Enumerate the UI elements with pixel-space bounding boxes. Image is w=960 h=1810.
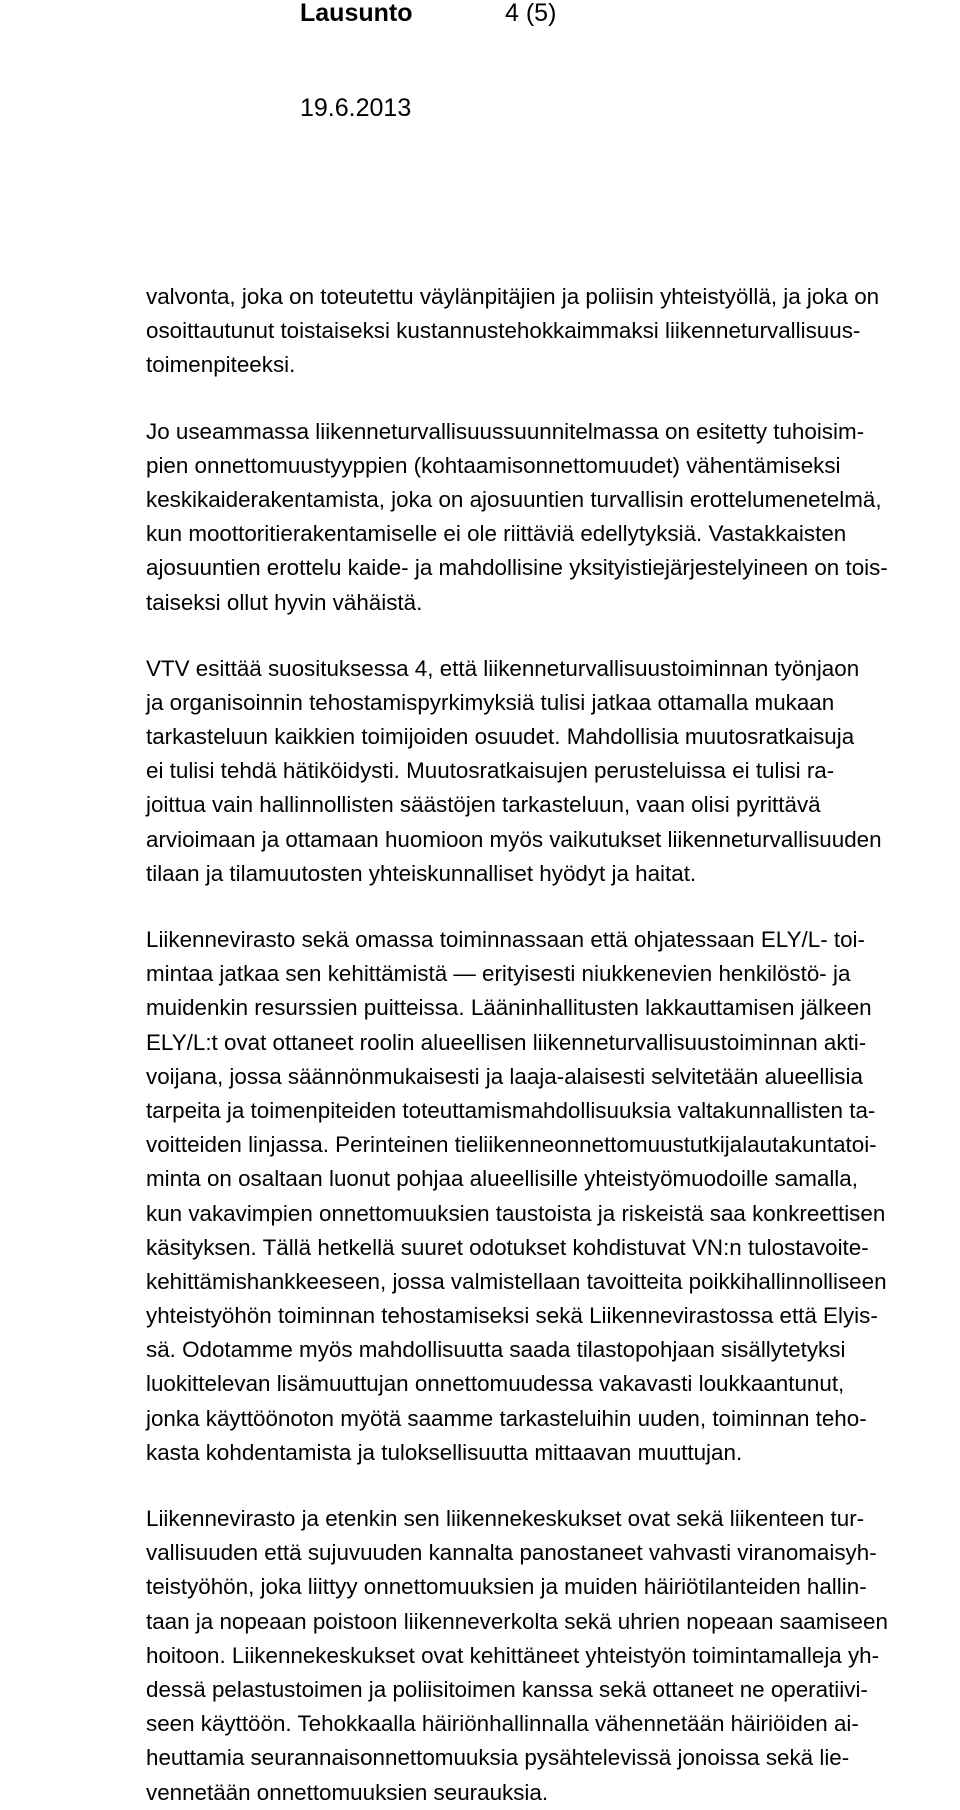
paragraph xyxy=(146,1502,888,1810)
paragraph-line: toimenpiteeksi. xyxy=(146,352,296,378)
paragraph-line: ja organisoinnin tehostamispyrkimyksiä tulisi jatkaa ottamalla mukaan xyxy=(146,689,835,715)
paragraph-line: arvioimaan ja ottamaan huomioon myös vaikutukset liikenneturvallisuuden xyxy=(146,826,882,852)
paragraph-line: kasta kohdentamista ja tuloksellisuutta mittaavan muuttujan. xyxy=(146,1439,743,1465)
paragraph-line: kun moottoritierakentamiselle ei ole riittäviä edellytyksiä. Vastakkaisten xyxy=(146,521,847,547)
document-date: 19.6.2013 xyxy=(300,94,412,122)
paragraph-line: tarpeita ja toimenpiteiden toteuttamismahdollisuuksia valtakunnallisten ta- xyxy=(146,1097,876,1123)
paragraph-line: Jo useammassa liikenneturvallisuussuunnitelmassa on esitetty tuhoisim- xyxy=(146,418,865,444)
paragraph-line: kehittämishankkeeseen, jossa valmistellaan tavoitteita poikkihallinnolliseen xyxy=(146,1268,887,1294)
paragraph-line: osoittautunut toistaiseksi kustannustehokkaimmaksi liikenneturvallisuus- xyxy=(146,318,861,344)
paragraph-line: käsityksen. Tällä hetkellä suuret odotukset kohdistuvat VN:n tulostavoite- xyxy=(146,1234,869,1260)
paragraph-line: jonka käyttöönoton myötä saamme tarkasteluihin uuden, toiminnan teho- xyxy=(146,1405,867,1431)
paragraph-line: voitteiden linjassa. Perinteinen tieliikenneonnettomuustutkijalautakuntatoi- xyxy=(146,1132,877,1158)
paragraph-line: minta on osaltaan luonut pohjaa alueellisille yhteistyömuodoille samalla, xyxy=(146,1166,858,1192)
paragraph-line: tarkasteluun kaikkien toimijoiden osuudet. Mahdollisia muutosratkaisuja xyxy=(146,724,855,750)
paragraph-line: Liikennevirasto sekä omassa toiminnassaan että ohjatessaan ELY/L- toi- xyxy=(146,927,865,952)
paragraph-line: pien onnettomuustyyppien (kohtaamisonnettomuudet) vähentämiseksi xyxy=(146,452,841,478)
page-number: 4 (5) xyxy=(505,0,557,27)
paragraph-line: heuttamia seurannaisonnettomuuksia pysähtelevissä jonoissa sekä lie- xyxy=(146,1745,850,1771)
paragraph-line: voijana, jossa säännönmukaisesti ja laaja-alaisesti selvitetään alueellisia xyxy=(146,1063,863,1089)
paragraph-line: taiseksi ollut hyvin vähäistä. xyxy=(146,589,423,615)
paragraph-line: ELY/L:t ovat ottaneet roolin alueellisen liikenneturvallisuustoiminnan akti- xyxy=(146,1029,867,1055)
paragraph xyxy=(146,923,887,1470)
paragraph-line: VTV esittää suosituksessa 4, että liikenneturvallisuustoiminnan työnjaon xyxy=(146,655,860,681)
paragraph-line: keskikaiderakentamista, joka on ajosuuntien turvallisin erottelumenetelmä, xyxy=(146,486,882,512)
paragraph-line: luokittelevan lisämuuttujan onnettomuudessa vakavasti loukkaantunut, xyxy=(146,1371,845,1397)
paragraph-line: hoitoon. Liikennekeskukset ovat kehittäneet yhteistyön toimintamalleja yh- xyxy=(146,1642,880,1668)
paragraph-line: teistyöhön, joka liittyy onnettomuuksien ja muiden häiriötilanteiden hallin- xyxy=(146,1574,867,1600)
document-body xyxy=(146,280,888,1810)
paragraph-line: kun vakavimpien onnettomuuksien taustoista ja riskeistä saa konkreettisen xyxy=(146,1200,886,1226)
paragraph-line: sä. Odotamme myös mahdollisuutta saada tilastopohjaan sisällytetyksi xyxy=(146,1337,846,1363)
paragraph-line: taan ja nopeaan poistoon liikenneverkolta sekä uhrien nopeaan saamiseen xyxy=(146,1608,888,1634)
paragraph-line: ajosuuntien erottelu kaide- ja mahdollisine yksityistiejärjestelyineen on tois- xyxy=(146,555,888,581)
paragraph xyxy=(146,280,880,383)
paragraph-line: dessä pelastustoimen ja poliisitoimen kanssa sekä ottaneet ne operatiivi- xyxy=(146,1676,868,1702)
paragraph-line: mintaa jatkaa sen kehittämistä — erityisesti niukkenevien henkilöstö- ja xyxy=(146,961,851,987)
paragraph-line: tilaan ja tilamuutosten yhteiskunnalliset hyödyt ja haitat. xyxy=(146,860,697,886)
paragraph-line: valvonta, joka on toteutettu väylänpitäjien ja poliisin yhteistyöllä, ja joka on xyxy=(146,284,880,309)
paragraph-line: vennetään onnettomuuksien seurauksia. xyxy=(146,1779,549,1805)
document-type: Lausunto xyxy=(300,0,413,27)
paragraph xyxy=(146,415,888,620)
paragraph-line: yhteistyöhön toiminnan tehostamiseksi sekä Liikennevirastossa että Elyis- xyxy=(146,1303,878,1329)
paragraph-line: ei tulisi tehdä hätiköidysti. Muutosratkaisujen perusteluissa ei tulisi ra- xyxy=(146,758,835,784)
paragraph-line: joittua vain hallinnollisten säästöjen tarkasteluun, vaan olisi pyrittävä xyxy=(146,792,821,818)
page-header xyxy=(0,0,960,140)
paragraph-line: muidenkin resurssien puitteissa. Lääninhallitusten lakkauttamisen jälkeen xyxy=(146,995,872,1021)
paragraph-line: Liikennevirasto ja etenkin sen liikennekeskukset ovat sekä liikenteen tur- xyxy=(146,1506,865,1531)
paragraph xyxy=(146,652,882,891)
paragraph-line: seen käyttöön. Tehokkaalla häiriönhallinnalla vähennetään häiriöiden ai- xyxy=(146,1711,859,1737)
paragraph-line: vallisuuden että sujuvuuden kannalta panostaneet vahvasti viranomaisyh- xyxy=(146,1540,877,1566)
